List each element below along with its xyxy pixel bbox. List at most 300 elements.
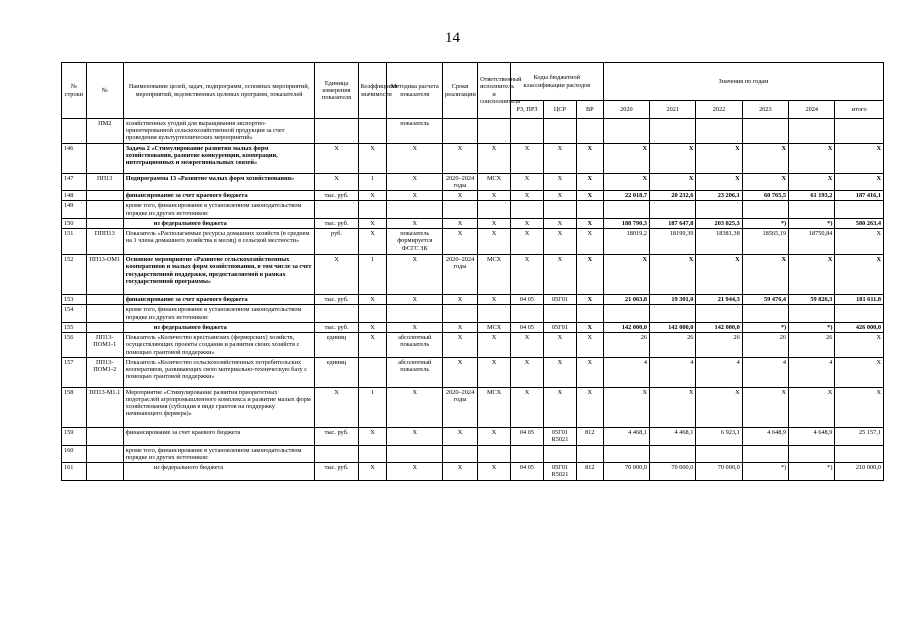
row-value-2022: X	[696, 255, 742, 295]
row-number: 148	[62, 191, 87, 201]
row-value-2021: 20 232,6	[650, 191, 696, 201]
row-coef	[358, 201, 387, 218]
row-period: X	[443, 463, 478, 480]
program-table	[61, 62, 884, 481]
row-value-2022: 6 923,1	[696, 427, 742, 445]
row-coef	[358, 445, 387, 462]
row-method: абсолютный показатель	[387, 333, 443, 358]
row-method: X	[387, 191, 443, 201]
row-value-2021	[650, 201, 696, 218]
row-number: 158	[62, 387, 87, 427]
row-coef	[358, 357, 387, 387]
header-period: Сроки реализации	[443, 63, 478, 119]
row-value-2020: 21 063,8	[603, 295, 649, 305]
row-unit	[315, 305, 358, 322]
row-value-2020: 26	[603, 333, 649, 358]
row-value-2023: X	[742, 387, 788, 427]
row-vr	[576, 119, 603, 144]
row-vr	[576, 201, 603, 218]
row-method: X	[387, 173, 443, 190]
row-period: 2020–2024 годы	[443, 387, 478, 427]
row-method: X	[387, 387, 443, 427]
header-2022: 2022	[696, 101, 742, 119]
row-vr: 812	[576, 463, 603, 480]
row-coef: 1	[358, 173, 387, 190]
header-rz: РЗ, ПРЗ	[511, 101, 544, 119]
row-name: Подпрограмма 13 «Развитие малых форм хозяйствования»	[123, 173, 315, 190]
row-csr: X	[543, 255, 576, 295]
row-total: X	[835, 143, 884, 173]
row-value-2024	[789, 119, 835, 144]
table-row	[62, 218, 884, 228]
row-number: 146	[62, 143, 87, 173]
row-period	[443, 305, 478, 322]
row-code: ПП13-ПОМ1-2	[86, 357, 123, 387]
row-executor	[478, 445, 511, 462]
table-row	[62, 463, 884, 480]
row-value-2023	[742, 119, 788, 144]
row-coef: X	[358, 229, 387, 255]
row-value-2021: 187 647,8	[650, 218, 696, 228]
row-value-2023	[742, 305, 788, 322]
row-unit: тыс. руб.	[315, 295, 358, 305]
table-row	[62, 119, 884, 144]
row-rz: 04 05	[511, 463, 544, 480]
row-value-2024: X	[789, 387, 835, 427]
row-total: X	[835, 357, 884, 387]
table-row	[62, 255, 884, 295]
row-method: X	[387, 427, 443, 445]
row-name: Задача 2 «Стимулирование развития малых форм хозяйствования, развитие конкуренции, кооперации, интеграционных и межрегиональных связей»	[123, 143, 315, 173]
row-csr: 05Г01 R5021	[543, 463, 576, 480]
row-value-2023: X	[742, 173, 788, 190]
row-executor: X	[478, 229, 511, 255]
row-value-2023: 26	[742, 333, 788, 358]
row-rz: X	[511, 357, 544, 387]
row-value-2022: 4	[696, 357, 742, 387]
row-name: финансирование за счет краевого бюджета	[123, 191, 315, 201]
row-value-2024: X	[789, 173, 835, 190]
row-name: кроме того, финансирование в установленном законодательством порядке из других источников:	[123, 445, 315, 462]
row-unit: X	[315, 173, 358, 190]
row-period: X	[443, 143, 478, 173]
row-total	[835, 119, 884, 144]
row-value-2023: *)	[742, 322, 788, 332]
row-number: 155	[62, 322, 87, 332]
table-row	[62, 305, 884, 322]
row-method: показатель формируется ФСГС ЗК	[387, 229, 443, 255]
row-value-2022: X	[696, 387, 742, 427]
row-vr: X	[576, 191, 603, 201]
row-coef: X	[358, 218, 387, 228]
row-period: X	[443, 295, 478, 305]
row-name: Показатель «Располагаемые ресурсы домашних хозяйств (в среднем на 1 члена домашнего хозяйства в месяц) в сельской местности»	[123, 229, 315, 255]
row-name: Основное мероприятие «Развитие сельскохозяйственных кооперативов и малых форм хозяйствования, в том числе за счет государственной поддержки, предоставляемой в рамках государственной программы»	[123, 255, 315, 295]
row-value-2022	[696, 201, 742, 218]
row-total: 426 000,0	[835, 322, 884, 332]
row-method: X	[387, 295, 443, 305]
row-value-2020: X	[603, 173, 649, 190]
row-method	[387, 305, 443, 322]
row-coef	[358, 305, 387, 322]
row-rz: X	[511, 218, 544, 228]
table-row	[62, 295, 884, 305]
row-vr: X	[576, 333, 603, 358]
row-unit: руб.	[315, 229, 358, 255]
row-number: 160	[62, 445, 87, 462]
row-coef: X	[358, 333, 387, 358]
row-name: Мероприятие «Стимулирование развития приоритетных подотраслей агропромышленного комплекса и развитие малых форм хозяйствования (субсидия в виде грантов на поддержку начинающего фермера)»	[123, 387, 315, 427]
row-value-2022	[696, 305, 742, 322]
row-value-2024: 61 193,2	[789, 191, 835, 201]
row-number: 152	[62, 255, 87, 295]
row-value-2023	[742, 201, 788, 218]
row-period	[443, 445, 478, 462]
row-total: 210 000,0	[835, 463, 884, 480]
row-value-2021: 142 000,0	[650, 322, 696, 332]
row-executor	[478, 305, 511, 322]
program-table-sheet	[61, 62, 884, 481]
row-number	[62, 119, 87, 144]
row-unit: тыс. руб.	[315, 322, 358, 332]
row-value-2021	[650, 119, 696, 144]
row-method: X	[387, 255, 443, 295]
header-values-by-year: Значения по годам	[603, 63, 883, 101]
row-rz: 04 05	[511, 295, 544, 305]
row-vr: X	[576, 143, 603, 173]
row-value-2020: 22 018,7	[603, 191, 649, 201]
table-row	[62, 357, 884, 387]
row-csr: X	[543, 229, 576, 255]
row-value-2024: *)	[789, 218, 835, 228]
row-coef: 1	[358, 387, 387, 427]
row-csr: 05Г01 R5021	[543, 427, 576, 445]
row-value-2024	[789, 305, 835, 322]
row-executor: X	[478, 427, 511, 445]
row-vr: 812	[576, 427, 603, 445]
row-code	[86, 463, 123, 480]
header-2024: 2024	[789, 101, 835, 119]
header-2020: 2020	[603, 101, 649, 119]
row-executor: X	[478, 191, 511, 201]
row-value-2020: 188 790,3	[603, 218, 649, 228]
row-value-2021: 4 468,1	[650, 427, 696, 445]
row-value-2021: 19 301,0	[650, 295, 696, 305]
row-unit: единиц	[315, 357, 358, 387]
table-row	[62, 143, 884, 173]
row-code	[86, 322, 123, 332]
row-executor: МСХ	[478, 387, 511, 427]
table-header	[62, 63, 884, 119]
row-rz: X	[511, 387, 544, 427]
row-executor	[478, 201, 511, 218]
row-vr: X	[576, 255, 603, 295]
row-value-2024: *)	[789, 463, 835, 480]
row-method: X	[387, 143, 443, 173]
row-method: X	[387, 322, 443, 332]
row-total: X	[835, 229, 884, 255]
row-value-2020	[603, 201, 649, 218]
row-value-2022: X	[696, 143, 742, 173]
row-value-2024: 18750,84	[789, 229, 835, 255]
row-total	[835, 445, 884, 462]
row-name: финансирование за счет краевого бюджета	[123, 427, 315, 445]
row-vr: X	[576, 173, 603, 190]
row-executor: МСХ	[478, 173, 511, 190]
row-coef: X	[358, 191, 387, 201]
row-total: X	[835, 333, 884, 358]
row-executor: X	[478, 463, 511, 480]
row-executor: X	[478, 357, 511, 387]
row-number: 159	[62, 427, 87, 445]
row-unit	[315, 201, 358, 218]
row-rz: X	[511, 229, 544, 255]
row-coef: X	[358, 463, 387, 480]
table-row	[62, 173, 884, 190]
header-csr: ЦСР	[543, 101, 576, 119]
row-period: X	[443, 357, 478, 387]
row-value-2020: X	[603, 255, 649, 295]
row-total: X	[835, 173, 884, 190]
row-name: кроме того, финансирование в установленном законодательством порядке из других источников:	[123, 305, 315, 322]
table-row	[62, 427, 884, 445]
row-value-2023: X	[742, 255, 788, 295]
row-rz	[511, 305, 544, 322]
row-rz: 04 05	[511, 427, 544, 445]
row-name: Показатель «Количество крестьянских (фермерских) хозяйств, осуществляющих проекты создания и развития своих хозяйств с помощью грантовой поддержки»	[123, 333, 315, 358]
row-value-2023: 18565,19	[742, 229, 788, 255]
row-code	[86, 201, 123, 218]
row-value-2020: X	[603, 143, 649, 173]
row-rz: X	[511, 191, 544, 201]
row-code	[86, 427, 123, 445]
row-total: 187 416,1	[835, 191, 884, 201]
table-row	[62, 387, 884, 427]
header-coef: Коэффициент значимости	[358, 63, 387, 119]
row-csr: X	[543, 387, 576, 427]
row-csr	[543, 305, 576, 322]
row-value-2023: X	[742, 143, 788, 173]
row-value-2020	[603, 305, 649, 322]
row-value-2021: X	[650, 143, 696, 173]
row-method	[387, 201, 443, 218]
row-code	[86, 191, 123, 201]
row-value-2021: X	[650, 255, 696, 295]
row-code: ППП13	[86, 229, 123, 255]
row-executor	[478, 119, 511, 144]
row-executor: X	[478, 218, 511, 228]
row-number: 151	[62, 229, 87, 255]
row-value-2024: X	[789, 255, 835, 295]
row-number: 150	[62, 218, 87, 228]
table-row	[62, 333, 884, 358]
table-row	[62, 229, 884, 255]
row-value-2022: 70 000,0	[696, 463, 742, 480]
row-name: финансирование за счет краевого бюджета	[123, 295, 315, 305]
table-row	[62, 445, 884, 462]
row-unit	[315, 445, 358, 462]
row-value-2022	[696, 119, 742, 144]
row-value-2020: 142 000,0	[603, 322, 649, 332]
row-coef: X	[358, 322, 387, 332]
table-row	[62, 322, 884, 332]
row-rz: 04 05	[511, 322, 544, 332]
row-number: 157	[62, 357, 87, 387]
row-total: X	[835, 255, 884, 295]
row-method: X	[387, 463, 443, 480]
row-value-2023: 60 765,5	[742, 191, 788, 201]
row-value-2021: 26	[650, 333, 696, 358]
row-value-2022: 23 206,1	[696, 191, 742, 201]
header-2023: 2023	[742, 101, 788, 119]
row-vr: X	[576, 322, 603, 332]
row-total: X	[835, 387, 884, 427]
row-value-2020: 4 468,1	[603, 427, 649, 445]
row-value-2022	[696, 445, 742, 462]
row-code: ПП13	[86, 173, 123, 190]
row-value-2020: 18019,2	[603, 229, 649, 255]
row-value-2024: 59 826,3	[789, 295, 835, 305]
row-csr: X	[543, 191, 576, 201]
row-method: абсолютный показатель	[387, 357, 443, 387]
row-unit: тыс. руб.	[315, 427, 358, 445]
row-value-2024: X	[789, 143, 835, 173]
row-value-2023	[742, 445, 788, 462]
row-code	[86, 295, 123, 305]
row-coef: X	[358, 427, 387, 445]
page-number: 14	[445, 30, 460, 46]
row-period	[443, 119, 478, 144]
row-vr	[576, 445, 603, 462]
row-value-2021	[650, 305, 696, 322]
row-code	[86, 305, 123, 322]
row-number: 147	[62, 173, 87, 190]
row-unit: тыс. руб.	[315, 191, 358, 201]
row-period: 2020–2024 годы	[443, 173, 478, 190]
row-value-2020	[603, 119, 649, 144]
row-value-2020: 4	[603, 357, 649, 387]
row-value-2021: X	[650, 173, 696, 190]
row-value-2021: 18199,39	[650, 229, 696, 255]
row-total	[835, 201, 884, 218]
row-vr: X	[576, 218, 603, 228]
row-executor: X	[478, 333, 511, 358]
row-coef: X	[358, 295, 387, 305]
row-csr	[543, 119, 576, 144]
row-unit: единиц	[315, 333, 358, 358]
header-row-no: № строки	[62, 63, 87, 119]
header-total: итого	[835, 101, 884, 119]
row-value-2024: 26	[789, 333, 835, 358]
row-vr: X	[576, 295, 603, 305]
row-coef: 1	[358, 255, 387, 295]
row-rz	[511, 119, 544, 144]
header-budget-codes: Коды бюджетной классификации расходов	[511, 63, 604, 101]
table-body	[62, 119, 884, 481]
row-period: X	[443, 218, 478, 228]
row-csr	[543, 201, 576, 218]
row-value-2020: 70 000,0	[603, 463, 649, 480]
row-name: Показатель «Количество сельскохозяйственных потребительских кооперативов, развивающих свою материально-техническую базу с помощью грантовой поддержки»	[123, 357, 315, 387]
row-vr: X	[576, 387, 603, 427]
row-period: X	[443, 322, 478, 332]
row-vr: X	[576, 229, 603, 255]
row-unit: X	[315, 143, 358, 173]
row-code	[86, 143, 123, 173]
row-rz: X	[511, 255, 544, 295]
row-period: X	[443, 191, 478, 201]
header-executor: Ответственный исполнитель и соисполнители	[478, 63, 511, 119]
row-csr: 05Г01	[543, 322, 576, 332]
row-value-2024: 4 648,9	[789, 427, 835, 445]
row-executor: МСХ	[478, 322, 511, 332]
row-number: 154	[62, 305, 87, 322]
table-row	[62, 191, 884, 201]
row-number: 153	[62, 295, 87, 305]
row-value-2023: 4	[742, 357, 788, 387]
row-value-2024: 4	[789, 357, 835, 387]
row-unit: тыс. руб.	[315, 218, 358, 228]
row-period: X	[443, 229, 478, 255]
row-total: 181 611,8	[835, 295, 884, 305]
row-value-2023: *)	[742, 463, 788, 480]
row-period: X	[443, 333, 478, 358]
row-number: 149	[62, 201, 87, 218]
row-period	[443, 201, 478, 218]
row-csr: X	[543, 218, 576, 228]
row-method: показатель	[387, 119, 443, 144]
row-csr	[543, 445, 576, 462]
row-value-2024: *)	[789, 322, 835, 332]
row-value-2022: 21 944,3	[696, 295, 742, 305]
row-unit: X	[315, 387, 358, 427]
row-unit: X	[315, 255, 358, 295]
row-value-2021: 70 000,0	[650, 463, 696, 480]
row-value-2022: 203 825,3	[696, 218, 742, 228]
row-code: ПМ2	[86, 119, 123, 144]
row-value-2021	[650, 445, 696, 462]
header-name: Наименование целей, задач, подпрограмм, основных мероприятий, мероприятий, ведомственных целевых программ, показателей	[123, 63, 315, 119]
row-value-2021: 4	[650, 357, 696, 387]
row-total: 25 157,1	[835, 427, 884, 445]
row-value-2022: 142 000,0	[696, 322, 742, 332]
row-code: ПП13-М1.1	[86, 387, 123, 427]
row-value-2023: 4 648,9	[742, 427, 788, 445]
row-period: X	[443, 427, 478, 445]
header-unit: Единица измерения показателя	[315, 63, 358, 119]
row-name: из федерального бюджета	[123, 322, 315, 332]
row-name: кроме того, финансирование в установленном законодательством порядке из других источников:	[123, 201, 315, 218]
row-csr: X	[543, 143, 576, 173]
row-code	[86, 445, 123, 462]
row-value-2023: *)	[742, 218, 788, 228]
header-method: Методика расчета показателя	[387, 63, 443, 119]
row-value-2022: X	[696, 173, 742, 190]
table-row	[62, 201, 884, 218]
row-method: X	[387, 218, 443, 228]
row-method	[387, 445, 443, 462]
row-value-2022: 18381,38	[696, 229, 742, 255]
row-value-2020: X	[603, 387, 649, 427]
row-value-2021: X	[650, 387, 696, 427]
row-value-2020	[603, 445, 649, 462]
row-name: из федерального бюджета	[123, 463, 315, 480]
row-value-2024	[789, 445, 835, 462]
row-period: 2020–2024 годы	[443, 255, 478, 295]
row-unit	[315, 119, 358, 144]
row-executor: МСХ	[478, 255, 511, 295]
header-vr: ВР	[576, 101, 603, 119]
